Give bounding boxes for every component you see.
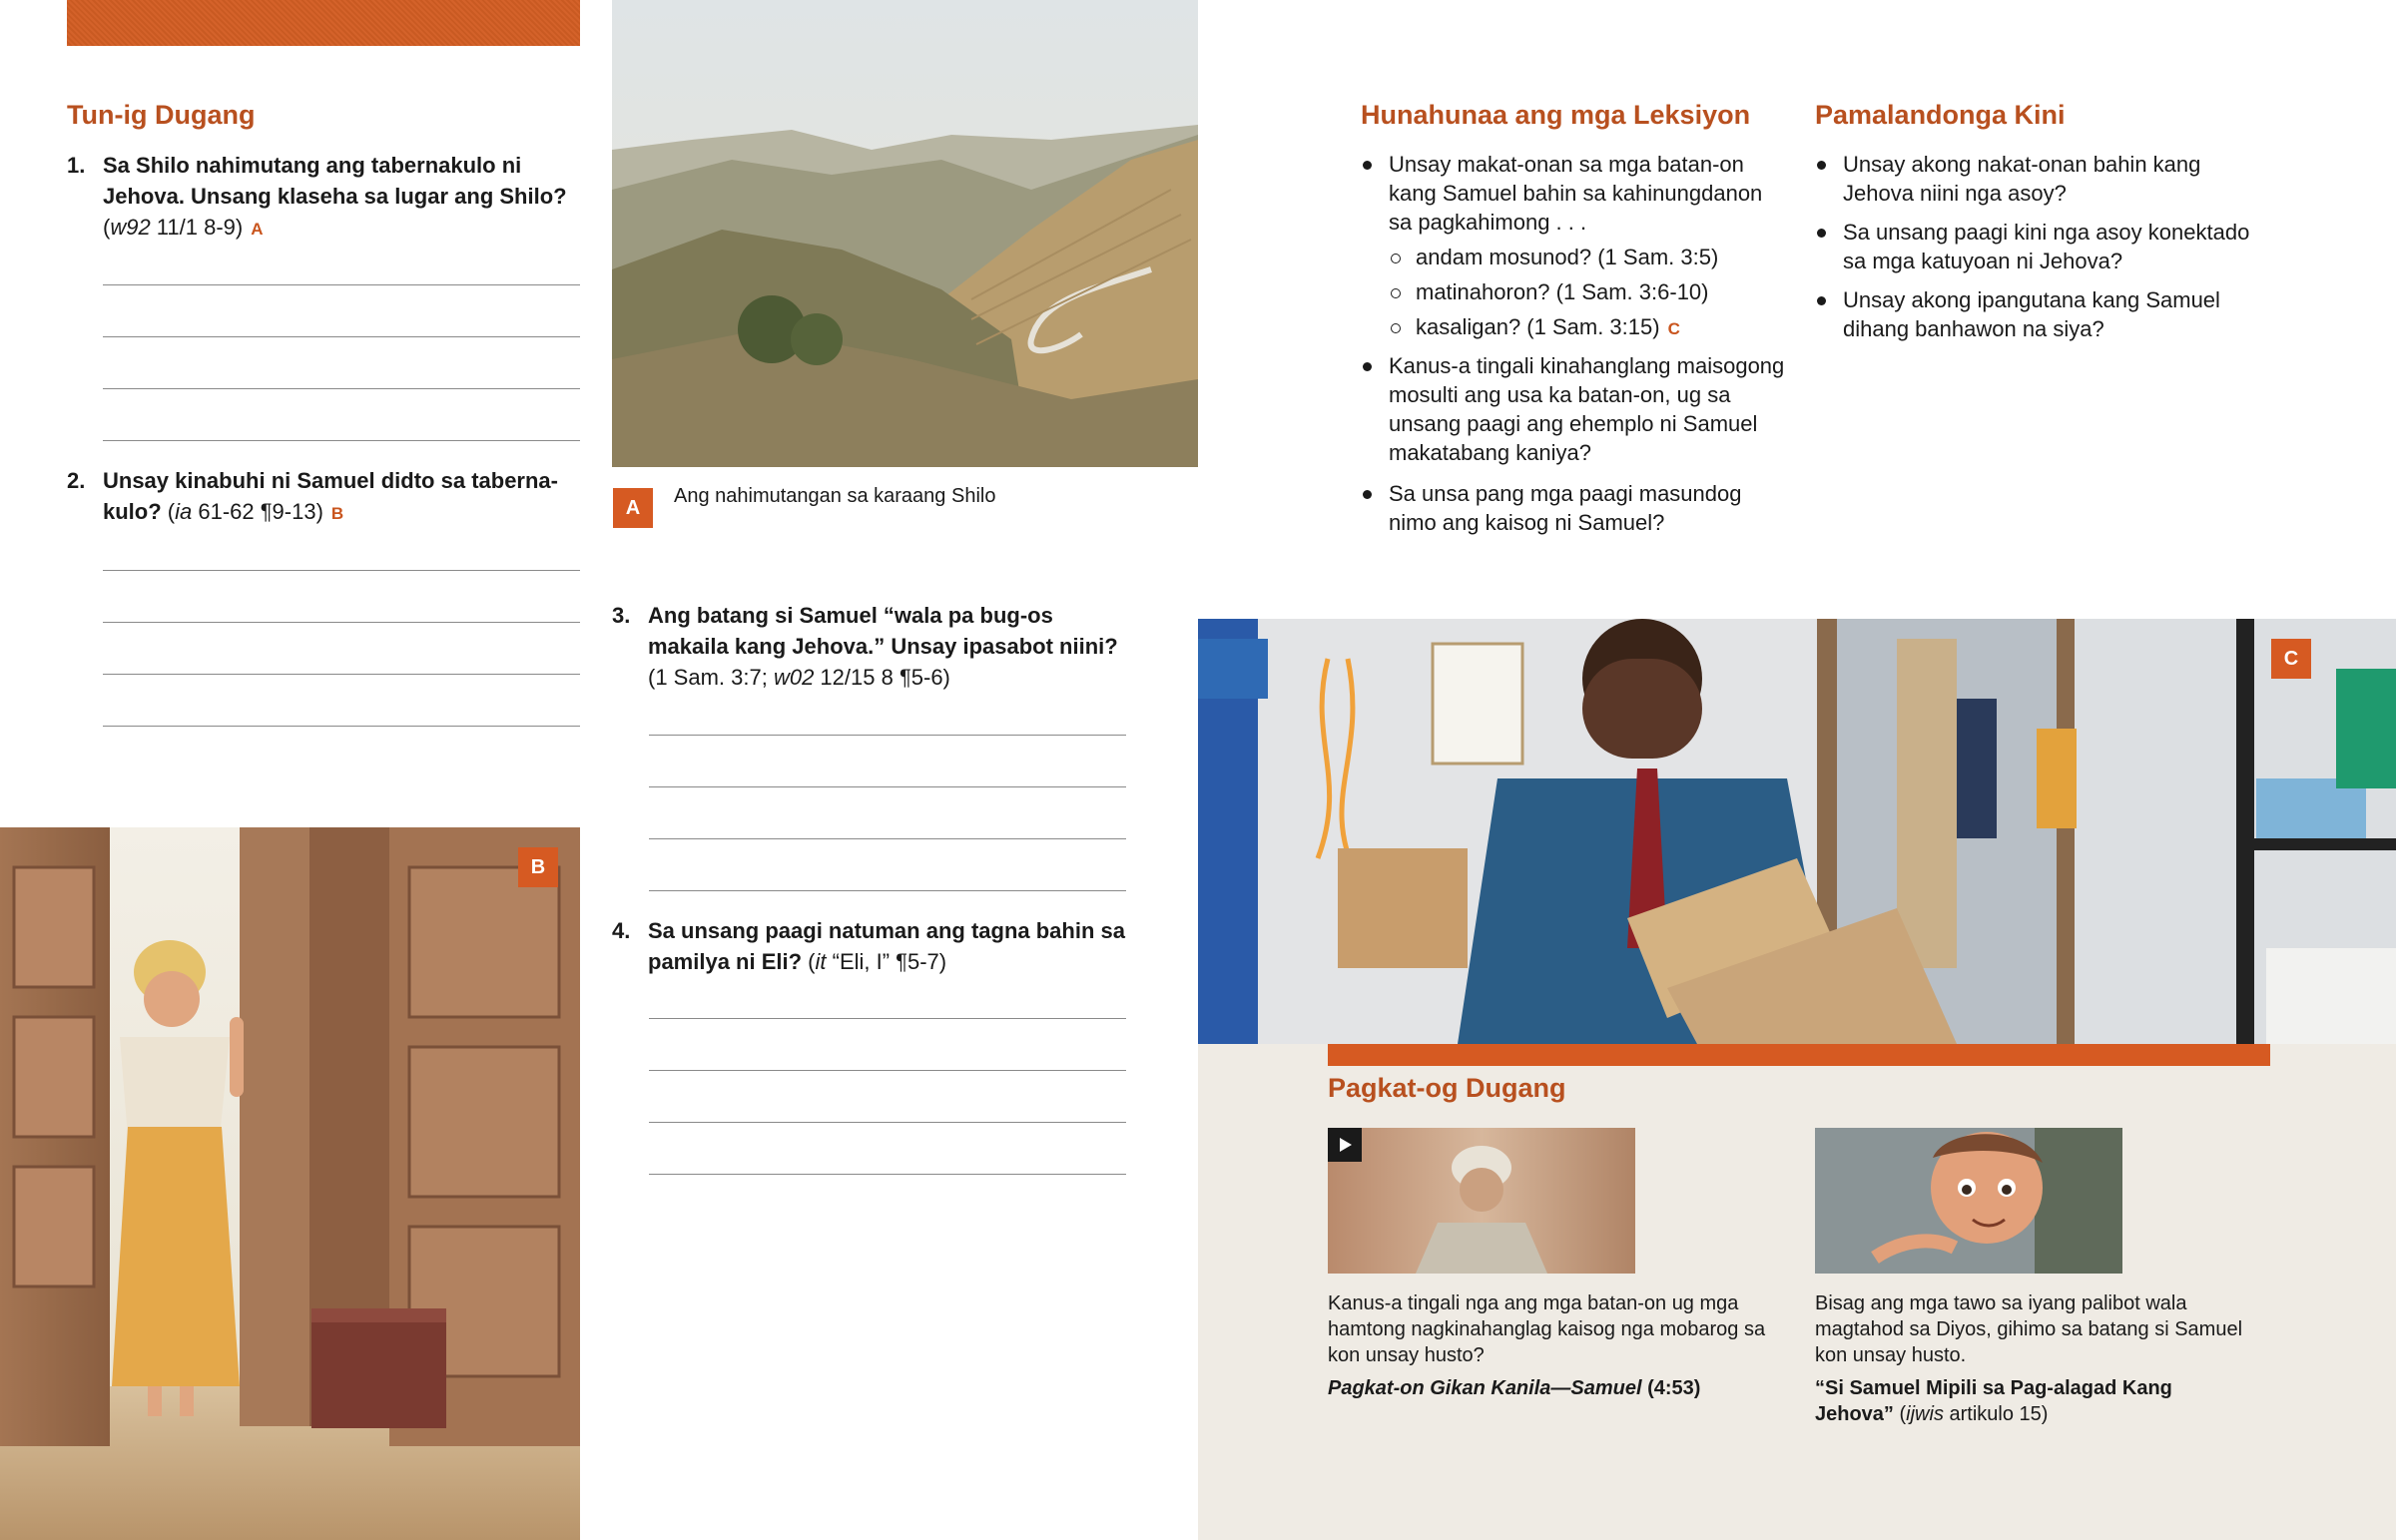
- answer-line[interactable]: [103, 726, 580, 727]
- lesson-sub-bullet: kasaligan? (1 Sam. 3:15) C: [1361, 312, 1790, 343]
- answer-line[interactable]: [649, 1174, 1126, 1175]
- volunteer-photo: [1198, 619, 2396, 1044]
- image-badge-a: A: [613, 488, 653, 528]
- reflect-bullet: Unsay akong nakat-onan bahin kang Jehova niini nga asoy?: [1815, 150, 2254, 208]
- section-title-reflect: Pamalandonga Kini: [1815, 100, 2066, 130]
- reference-tag-c: C: [1667, 319, 1680, 338]
- question-2: 2. Unsay kinabuhi ni Samuel didto sa tabernakulo? (ia 61-62 ¶9-13) B: [67, 468, 558, 524]
- section-title-dig-deeper: Tun-ig Dugang: [67, 100, 256, 130]
- answer-line[interactable]: [649, 838, 1126, 839]
- orange-accent-bar: [1328, 1044, 2270, 1066]
- video-caption: Kanus-a tingali nga ang mga batan-on ug mga hamtong nagkinahanglag kaisog nga mobarog sa kon unsay husto?: [1328, 1292, 1766, 1366]
- lesson-bullet: Unsay makat-onan sa mga batan-on kang Samuel bahin sa kahinungdanon sa pagkahimong . . .: [1361, 150, 1790, 237]
- reference-tag-b: B: [330, 504, 344, 523]
- answer-line[interactable]: [649, 735, 1126, 736]
- answer-line[interactable]: [103, 388, 580, 389]
- video-thumbnail-image: [1328, 1128, 1635, 1274]
- orange-texture-banner: [67, 0, 580, 46]
- lesson-sub-bullet: matinahoron? (1 Sam. 3:6-10): [1361, 277, 1790, 306]
- question-1: 1. Sa Shilo nahimutang ang tabernakulo ni Jehova. Unsang klaseha sa lugar ang Shilo? (w92 11/1 8-9) A: [67, 153, 567, 240]
- lesson-bullet: Kanus-a tingali kinahanglang maisogong mosulti ang usa ka batan-on, ug sa unsang paagi ang ehemplo ni Samuel makatabang kaniya?: [1361, 351, 1790, 467]
- answer-line[interactable]: [649, 1018, 1126, 1019]
- door-illustration: [0, 827, 580, 1540]
- article-caption: Bisag ang mga tawo sa iyang palibot wala magtahod sa Diyos, gihimo sa batang si Samuel kon unsay husto.: [1815, 1292, 2243, 1366]
- video-thumbnail-samuel[interactable]: [1328, 1128, 1635, 1274]
- article-reference[interactable]: “Si Samuel Mipili sa Pag-alagad Kang Jehova” (ijwis artikulo 15): [1815, 1377, 2172, 1425]
- image-badge-c: C: [2271, 639, 2311, 679]
- question-3: 3. Ang batang si Samuel “wala pa bug-os makaila kang Jehova.” Unsay ipasabot niini? (1 Sam. 3:7; w02 12/15 8 ¶5-6): [612, 603, 1118, 690]
- lessons-list: [1361, 150, 1790, 547]
- photo-shiloh-landscape: [612, 0, 1198, 467]
- article-thumbnail-samuel[interactable]: [1815, 1128, 2122, 1274]
- play-icon[interactable]: [1328, 1128, 1362, 1162]
- section-title-lessons: Hunahunaa ang mga Leksiyon: [1361, 100, 1751, 130]
- image-badge-b: B: [518, 847, 558, 887]
- section-title-learn-more: Pagkat-og Dugang: [1328, 1073, 1566, 1103]
- reflect-bullet: Sa unsang paagi kini nga asoy konektado sa mga katuyoan ni Jehova?: [1815, 218, 2254, 275]
- lesson-sub-bullet: andam mosunod? (1 Sam. 3:5): [1361, 243, 1790, 271]
- article-thumbnail-image: [1815, 1128, 2122, 1274]
- question-4: 4. Sa unsang paagi natuman ang tagna bahin sa pamilya ni Eli? (it “Eli, I” ¶5-7): [612, 918, 1125, 974]
- answer-line[interactable]: [649, 786, 1126, 787]
- lesson-bullet: Sa unsa pang mga paagi masundog nimo ang kaisog ni Samuel?: [1361, 479, 1790, 537]
- answer-line[interactable]: [649, 1122, 1126, 1123]
- answer-line[interactable]: [103, 284, 580, 285]
- answer-line[interactable]: [103, 440, 580, 441]
- answer-line[interactable]: [103, 622, 580, 623]
- image-caption-a: Ang nahimutangan sa karaang Shilo: [674, 485, 996, 507]
- reflect-bullet: Unsay akong ipangutana kang Samuel dihang banhawon na siya?: [1815, 285, 2254, 343]
- answer-line[interactable]: [103, 674, 580, 675]
- video-reference[interactable]: Pagkat-on Gikan Kanila—Samuel (4:53): [1328, 1377, 1701, 1399]
- reference-tag-a: A: [251, 220, 264, 239]
- answer-line[interactable]: [649, 890, 1126, 891]
- photo-young-man-volunteering: [1198, 619, 2396, 1044]
- answer-line[interactable]: [103, 570, 580, 571]
- answer-line[interactable]: [103, 336, 580, 337]
- play-triangle: [1328, 1128, 1362, 1162]
- landscape-photo: [612, 0, 1198, 467]
- answer-line[interactable]: [649, 1070, 1126, 1071]
- illustration-young-samuel-at-door: [0, 827, 580, 1540]
- reflect-list: [1815, 150, 2254, 353]
